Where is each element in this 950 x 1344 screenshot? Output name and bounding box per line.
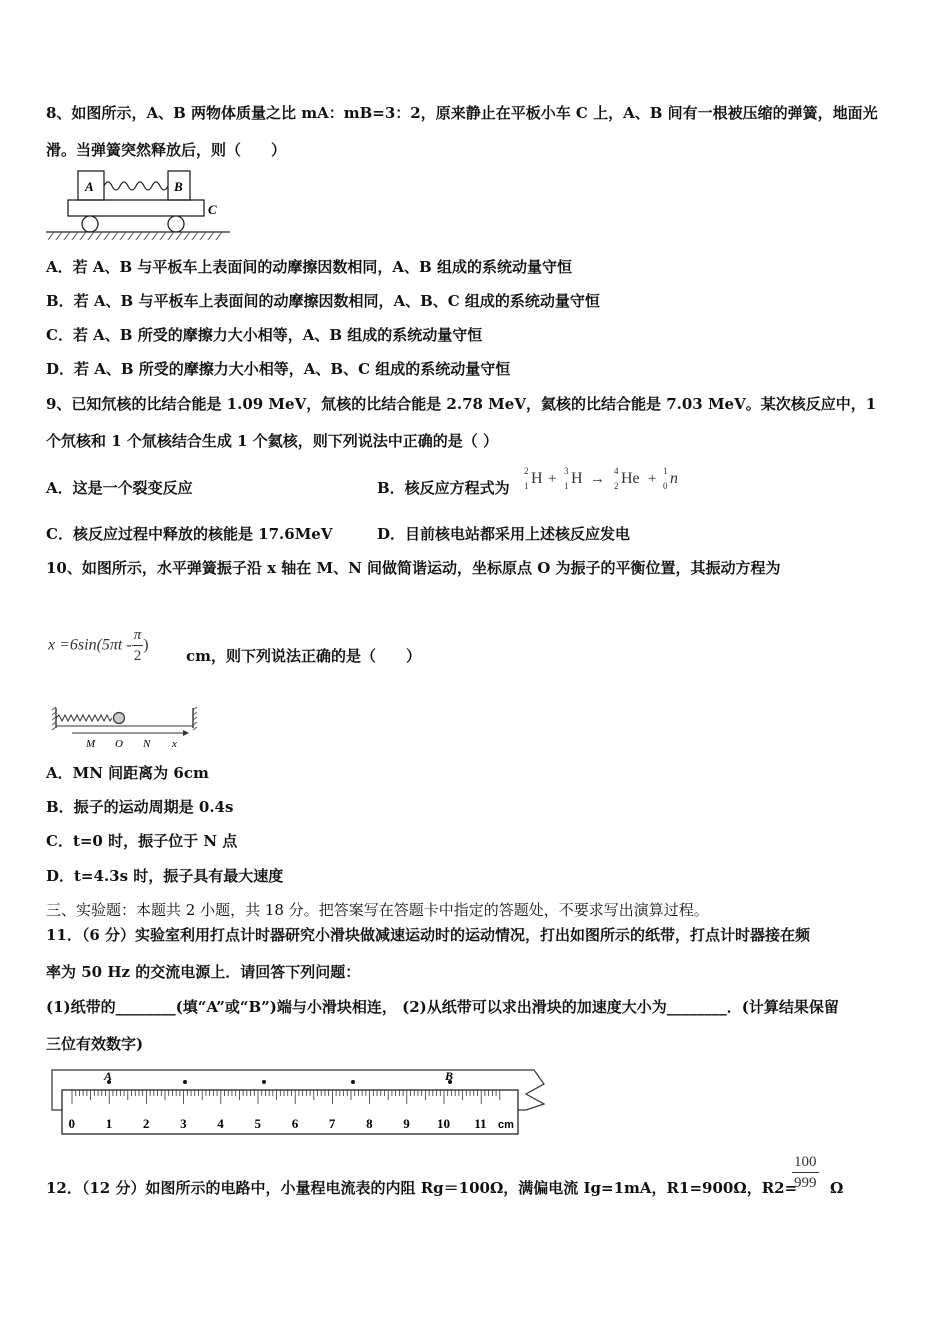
ruler-label: 5 [254,1116,261,1131]
svg-text:2: 2 [614,481,619,491]
q9-option-b: B．核反应方程式为 [377,479,510,497]
svg-text:+: + [648,471,657,487]
section-3-heading: 三、实验题：本题共 2 小题，共 18 分。把答案写在答题卡中指定的答题处，不要求写出演算过程。 [46,901,709,919]
label-x: x [172,738,177,750]
svg-text:+: + [548,471,557,487]
ruler-label: 6 [291,1116,299,1131]
formula-prefix: x =6sin(5πt - [48,636,132,654]
label-n: N [143,738,151,750]
point-b-label: B [445,1069,454,1083]
svg-text:→: → [590,471,605,487]
unit-label: cm [498,1119,514,1131]
ruler-label: 10 [437,1116,450,1131]
q11-stem-line1: 11．（6 分）实验室利用打点计时器研究小滑块做减速运动时的运动情况，打出如图所示的纸带，打点计时器接在频 [46,926,811,944]
q10-oscillator-figure [50,706,200,750]
q11-stem-line4: 三位有效数字) [46,1035,144,1053]
q12-unit: Ω [830,1179,844,1197]
q11-stem-line3: (1)纸带的________(填“A”或“B”)端与小滑块相连， (2)从纸带可以求出滑块的加速度大小为________．(计算结果保留 [46,998,839,1016]
q8-option-a: A．若 A、B 与平板车上表面间的动摩擦因数相同，A、B 组成的系统动量守恒 [46,258,572,276]
label-m: M [86,738,96,750]
q10-option-b: B．振子的运动周期是 0.4s [46,798,234,816]
q10-stem-line1: 10、如图所示，水平弹簧振子沿 x 轴在 M、N 间做简谐运动，坐标原点 O 为振子的平衡位置，其振动方程为 [46,559,781,577]
ruler-label: 4 [217,1116,224,1131]
ruler-label: 7 [328,1116,336,1131]
svg-text:n: n [670,470,678,487]
ruler-label: 0 [68,1116,75,1131]
q10-formula [48,625,149,666]
svg-text:He: He [621,470,640,487]
q9-stem-line1: 9、已知氘核的比结合能是 1.09 MeV，氚核的比结合能是 2.78 MeV，氦核的比结合能是 7.03 MeV。某次核反应中，1 [46,395,877,413]
svg-text:1: 1 [663,466,668,476]
q9-stem-line2: 个氘核和 1 个氚核结合生成 1 个氦核，则下列说法中正确的是（ ） [46,432,498,450]
block-a-label: A [85,179,94,194]
svg-text:1: 1 [524,481,529,491]
formula-close: ) [143,636,149,654]
q8-option-c: C．若 A、B 所受的摩擦力大小相等，A、B 组成的系统动量守恒 [46,326,483,344]
q8-stem-line2: 滑。当弹簧突然释放后，则（ ） [46,141,287,159]
ruler-label: 3 [180,1116,187,1131]
cart-c-label: C [208,202,217,217]
q12-r2-fraction: $\frac{100}{999}$ [794,1154,817,1191]
ruler-label: 9 [403,1116,410,1131]
q10-option-d: D．t=4.3s 时，振子具有最大速度 [46,867,284,885]
ruler-label: 1 [105,1116,113,1131]
q11-tape-ruler-figure [46,1068,556,1136]
q9-nuclear-equation [520,464,690,494]
q10-option-c: C．t=0 时，振子位于 N 点 [46,832,238,850]
q9-option-c: C．核反应过程中释放的核能是 17.6MeV [46,525,333,543]
svg-text:H: H [531,470,543,487]
svg-text:2: 2 [524,466,529,476]
svg-text:0: 0 [663,481,668,491]
q8-cart-figure [44,168,234,242]
q10-option-a: A．MN 间距离为 6cm [46,764,209,782]
svg-text:1: 1 [564,481,569,491]
q8-option-d: D．若 A、B 所受的摩擦力大小相等，A、B、C 组成的系统动量守恒 [46,360,511,378]
q8-stem-line1: 8、如图所示，A、B 两物体质量之比 mA：mB=3：2，原来静止在平板小车 C 上，A、B 间有一根被压缩的弹簧，地面光 [46,104,878,122]
formula-fraction: $\frac{\pi}{2}$ [133,627,142,664]
svg-text:4: 4 [614,466,619,476]
q9-option-a: A．这是一个裂变反应 [46,479,193,497]
svg-text:H: H [571,470,583,487]
q12-stem-line1: 12．（12 分）如图所示的电路中，小量程电流表的内阻 Rg＝100Ω，满偏电流 Ig=1mA，R1=900Ω，R2= [46,1179,798,1197]
q11-stem-line2: 率为 50 Hz 的交流电源上．请回答下列问题： [46,963,361,981]
q8-option-b: B．若 A、B 与平板车上表面间的动摩擦因数相同，A、B、C 组成的系统动量守恒 [46,292,600,310]
ruler-label: 11 [474,1116,487,1131]
svg-text:3: 3 [564,466,569,476]
block-b-label: B [174,179,183,194]
q9-option-d: D．目前核电站都采用上述核反应发电 [377,525,631,543]
point-a-label: A [104,1069,113,1083]
ruler-label: 2 [142,1116,150,1131]
label-o: O [115,738,123,750]
ruler-label: 8 [366,1116,373,1131]
q10-stem-line2: cm，则下列说法正确的是（ ） [186,647,422,665]
